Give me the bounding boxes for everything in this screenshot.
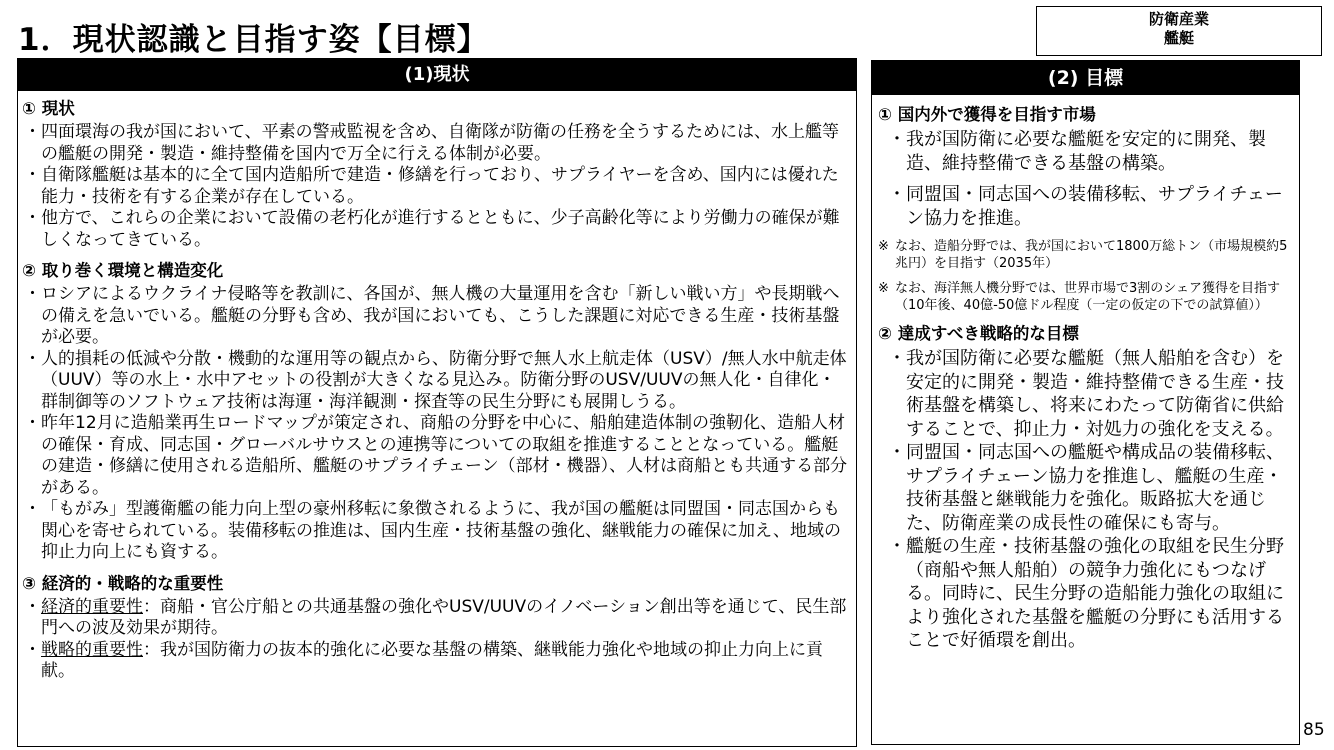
current-status-panel — [17, 58, 857, 747]
section-heading: ③ 経済的・戦略的な重要性 — [22, 573, 224, 593]
note-mark: ※ — [878, 239, 889, 254]
category-tag-line1: 防衛産業 — [1148, 10, 1209, 28]
footnote — [878, 238, 1289, 272]
category-tag-line2: 艦艇 — [1163, 29, 1194, 47]
note-text: なお、造船分野では、我が国において1800万総トン（市場規模約5兆円）を目指す（2035年） — [895, 239, 1288, 271]
section-strategic-goals — [878, 322, 1289, 653]
list-item — [22, 122, 848, 165]
list-item — [22, 640, 848, 683]
bullet-mark: ・ — [24, 499, 41, 519]
section-heading: ② 取り巻く環境と構造変化 — [22, 261, 224, 280]
bullet-text: 自衛隊艦艇は基本的に全て国内造船所で建造・修繕を行っており、サプライヤーを含め、国内には優れた能力・技術を有する企業が存在している。 — [41, 165, 839, 207]
list-item — [22, 284, 848, 349]
category-tag — [1036, 6, 1322, 56]
section-importance — [22, 572, 848, 683]
current-status-heading: (1)現状 — [18, 59, 856, 91]
list-item — [878, 183, 1289, 230]
list-item — [22, 349, 848, 414]
bullet-mark: ・ — [24, 122, 41, 142]
goals-panel — [871, 60, 1300, 745]
bullet-mark: ・ — [24, 413, 41, 433]
bullet-text: 同盟国・同志国への装備移転、サプライチェーン協力を推進。 — [906, 184, 1283, 229]
list-item — [22, 165, 848, 208]
bullet-mark: ・ — [24, 284, 41, 304]
bullet-text: ：我が国防衛力の抜本的強化に必要な基盤の構築、継戦能力強化や地域の抑止力向上に貢献。 — [41, 639, 823, 681]
bullet-mark: ・ — [888, 536, 906, 557]
bullet-mark: ・ — [24, 165, 41, 185]
bullet-text: 四面環海の我が国において、平素の警戒監視を含め、自衛隊が防衛の任務を全うするためには、水上艦等の艦艇の開発・製造・維持整備を国内で万全に行える体制が必要。 — [41, 122, 839, 164]
section-heading: ① 現状 — [22, 99, 75, 118]
section-target-market — [878, 103, 1289, 314]
bullet-mark: ・ — [24, 639, 41, 660]
page-number: 85 — [1303, 720, 1325, 740]
note-text: なお、海洋無人機分野では、世界市場で3割のシェア獲得を目指す（10年後、40億-50億ドル程度（一定の仮定の下での試算値）） — [895, 281, 1281, 313]
list-item — [22, 413, 848, 499]
list-item — [878, 535, 1289, 653]
section-current — [22, 97, 848, 251]
section-environment — [22, 259, 848, 564]
list-item — [878, 128, 1289, 175]
bullet-mark: ・ — [888, 442, 906, 463]
note-mark: ※ — [878, 281, 889, 296]
bullet-text: 艦艇の生産・技術基盤の強化の取組を民生分野（商船や無人船舶）の競争力強化にもつなげる。同時に、民生分野の造船能力強化の取組により強化された基盤を艦艇の分野にも活用することで好循環を創出。 — [906, 536, 1284, 651]
bullet-mark: ・ — [24, 348, 41, 369]
bullet-text: 同盟国・同志国への艦艇や構成品の装備移転、サプライチェーン協力を推進し、艦艇の生産・技術基盤と継戦能力を強化。販路拡大を通じた、防衛産業の成長性の確保にも寄与。 — [906, 442, 1284, 534]
bullet-mark: ・ — [24, 596, 41, 617]
bullet-text: 昨年12月に造船業再生ロードマップが策定され、商船の分野を中心に、船舶建造体制の強靭化、造船人材の確保・育成、同志国・グローバルサウスとの連携等についての取組を推進することとなっている。艦艇の建造・修繕に使用される造船所、艦艇のサプライチェーン（部材・機器）、人材は商船とも共通する部分がある。 — [41, 413, 848, 498]
bullet-text: ：商船・官公庁船との共通基盤の強化やUSV/UUVのイノベーション創出等を通じて、民生部門への波及効果が期待。 — [41, 596, 847, 638]
bullet-term: 経済的重要性 — [41, 596, 143, 617]
bullet-term: 戦略的重要性 — [41, 639, 143, 660]
footnote — [878, 280, 1289, 314]
section-heading: ② 達成すべき戦略的な目標 — [878, 324, 1079, 343]
list-item — [22, 597, 848, 640]
list-item — [878, 347, 1289, 441]
bullet-text: 他方で、これらの企業において設備の老朽化が進行するとともに、少子高齢化等により労働力の確保が難しくなってきている。 — [41, 208, 840, 250]
list-item — [878, 441, 1289, 535]
section-heading: ① 国内外で獲得を目指す市場 — [878, 105, 1096, 124]
bullet-mark: ・ — [24, 208, 41, 228]
bullet-text: 我が国防衛に必要な艦艇を安定的に開発、製造、維持整備できる基盤の構築。 — [906, 129, 1266, 174]
goals-heading: (2) 目標 — [872, 61, 1299, 95]
bullet-mark: ・ — [888, 348, 906, 369]
page-title: 1．現状認識と目指す姿【目標】 — [18, 22, 489, 58]
bullet-text: 我が国防衛に必要な艦艇（無人船舶を含む）を安定的に開発・製造・維持整備できる生産・技術基盤を構築し、将来にわたって防衛省に供給することで、抑止力・対処力の強化を支える。 — [906, 348, 1284, 440]
bullet-mark: ・ — [888, 129, 906, 150]
bullet-text: ロシアによるウクライナ侵略等を教訓に、各国が、無人機の大量運用を含む「新しい戦い方」や長期戦への備えを急いでいる。艦艇の分野も含め、我が国においても、こうした課題に対応できる生産・技術基盤が必要。 — [41, 284, 840, 347]
list-item — [22, 208, 848, 251]
list-item — [22, 499, 848, 564]
bullet-mark: ・ — [888, 184, 906, 205]
bullet-text: 「もがみ」型護衛艦の能力向上型の豪州移転に象徴されるように、我が国の艦艇は同盟国・同志国からも関心を寄せられている。装備移転の推進は、国内生産・技術基盤の強化、継戦能力の確保に加え、地域の抑止力向上にも資する。 — [41, 499, 842, 562]
bullet-text: 人的損耗の低減や分散・機動的な運用等の観点から、防衛分野で無人水上航走体（USV）/無人水中航走体（UUV）等の水上・水中アセットの役割が大きくなる見込み。防衛分野のUSV/UUVの無人化・自律化・群制御等のソフトウェア技術は海運・海洋観測・探査等の民生分野にも展開しうる。 — [41, 348, 847, 412]
